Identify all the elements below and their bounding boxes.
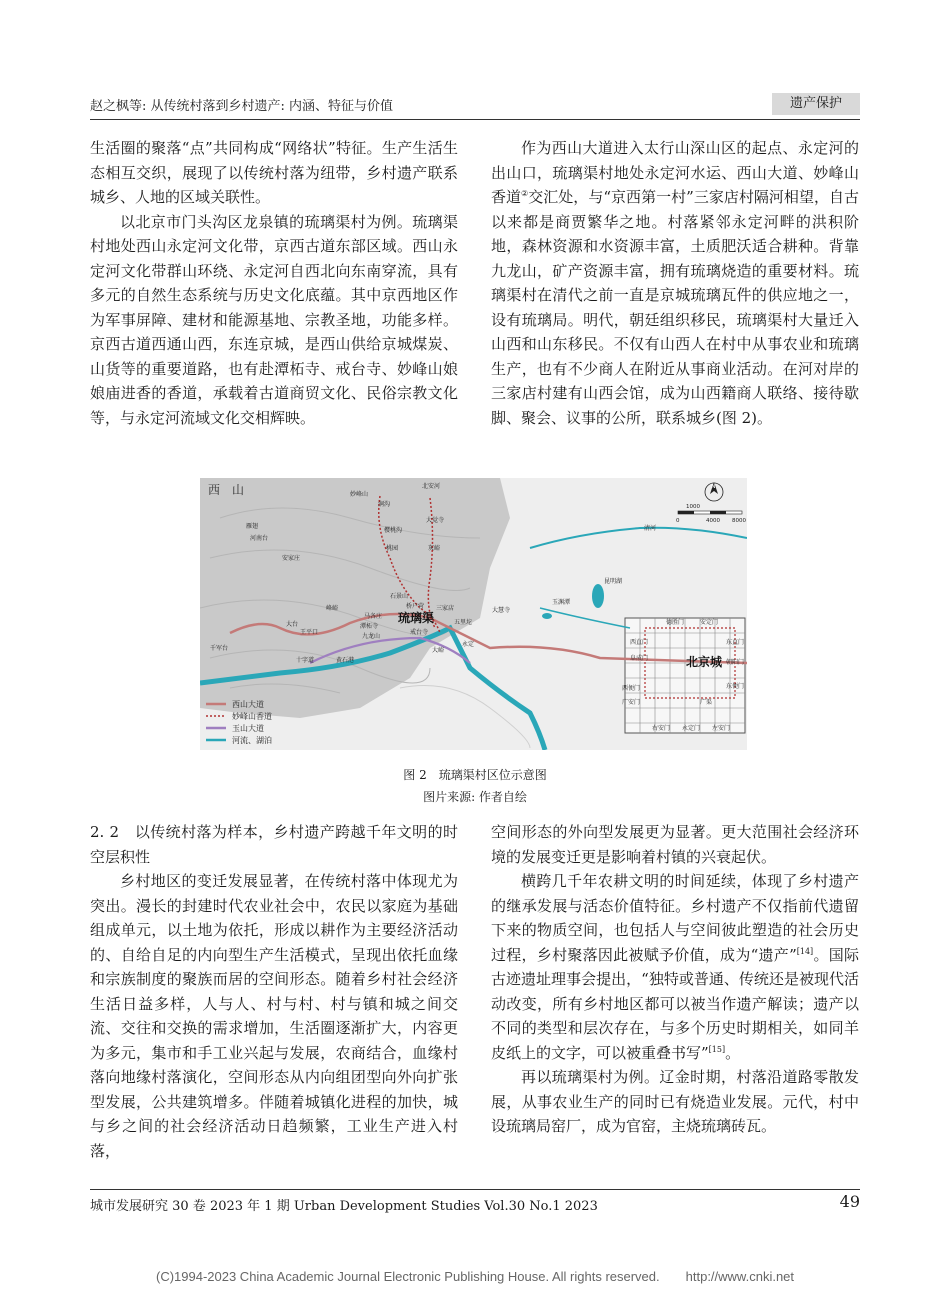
- place-label: 安定门: [700, 619, 719, 626]
- place-label: 东便门: [726, 683, 745, 690]
- text: 。国际古迹遗址理事会提出，“独特或普通、传统还是被现代活动改变，所有乡村地区都可以被当作遗产解读；遗产以不同的类型和层次存在，与多个历史时期相关，如同羊皮纸上的文字，可以被重叠书写”: [491, 945, 859, 1062]
- place-label: 马各庄: [364, 613, 383, 620]
- place-label: 黄石港: [336, 657, 355, 664]
- section-heading: 2. 2 以传统村落为样本，乡村遗产跨越千年文明的时空层积性: [90, 823, 458, 866]
- place-label: 西便门: [622, 685, 641, 692]
- place-label: 千军台: [210, 645, 229, 652]
- paragraph: 生活圈的聚落“点”共同构成“网络状”特征。生产生活生态相互交织，展现了以传统村落为纽带，乡村遗产联系城乡、人地的区域关联性。: [90, 139, 458, 206]
- text: 交汇处，与“京西第一村”三家店村隔河相望，自古以来都是商贾繁华之地。村落紧邻永定河畔的洪积阶地，森林资源和水资源丰富，土质肥沃适合耕种。背靠九龙山，矿产资源丰富，拥有琉璃烧造的重要材料。琉璃渠村在清代之前一直是京城琉璃瓦件的供应地之一，设有琉璃局。明代，朝廷组织移民，琉璃渠村大量迁入山西和山东移民。不仅有山西人在村中从事农业和琉璃生产，也有不少商人在附近从事商业活动。在河对岸的三家店村建有山西会馆，成为山西籍商人联络、接待歇脚、聚会、议事的公所，联系城乡(图 2)。: [491, 188, 860, 427]
- svg-text:0: 0: [676, 518, 680, 524]
- place-label: 大慧寺: [492, 607, 511, 614]
- svg-text:8000: 8000: [732, 518, 746, 524]
- paragraph: [491, 136, 859, 430]
- copyright-notice: (C)1994-2023 China Academic Journal Electronic Publishing House. All rights reserved. http://www.cnki.net: [155, 1269, 795, 1284]
- legend-label: 妙峰山香道: [232, 712, 272, 721]
- place-label: 右安门: [652, 725, 671, 732]
- journal-footer: 城市发展研究 30 卷 2023 年 1 期 Urban Development Studies Vol.30 No.1 2023: [90, 1199, 598, 1214]
- place-label: 十字道: [296, 657, 315, 664]
- top-left-column: [90, 136, 458, 430]
- page-number: 49: [839, 1192, 860, 1211]
- place-label: 阜成门: [630, 655, 649, 662]
- place-label: 河南台: [250, 535, 269, 542]
- place-label: 北安河: [422, 483, 441, 490]
- place-label: 永定门: [682, 725, 701, 732]
- place-label: 大觉寺: [426, 517, 445, 524]
- place-label: 东直门: [726, 639, 745, 646]
- svg-text:N: N: [711, 483, 716, 490]
- place-label: 戒台寺: [410, 629, 429, 636]
- text: 横跨几千年农耕文明的时间延续，体现了乡村遗产的继承发展与活态价值特征。乡村遗产不仅指前代遗留下来的物质空间，也包括人与空间彼此塑造的社会历史过程，乡村聚落因此被赋予价值，成为“遗产”: [491, 872, 859, 964]
- place-label: 桥户营: [406, 603, 425, 610]
- citation: [15]: [708, 1044, 726, 1054]
- place-label: 德胜门: [666, 619, 685, 626]
- place-label: 西直门: [630, 639, 649, 646]
- place-label: 大峪: [432, 647, 445, 654]
- place-label: 王平口: [300, 629, 319, 636]
- paragraph: 再以琉璃渠村为例。辽金时期，村落沿道路零散发展，从事农业生产的同时已有烧造业发展。元代，村中设琉璃局窑厂，成为官窑，主烧琉璃砖瓦。: [491, 1068, 859, 1135]
- place-label: 涧沟: [378, 501, 391, 508]
- place-label: 九龙山: [362, 633, 381, 640]
- footnote-ref: ②: [521, 189, 529, 198]
- place-label: 大台: [286, 621, 299, 628]
- region-label: 西 山: [208, 483, 245, 497]
- top-right-column: [491, 136, 859, 430]
- bottom-left-column: [90, 820, 458, 1163]
- place-label: 玉渊潭: [552, 599, 571, 606]
- figure-caption: 图 2 琉璃渠村区位示意图: [403, 768, 547, 782]
- section-tag: 遗产保护: [772, 93, 860, 115]
- footer-rule: [90, 1189, 860, 1190]
- paragraph: 以北京市门头沟区龙泉镇的琉璃渠村为例。琉璃渠村地处西山永定河文化带，京西古道东部区域。西山永定河文化带群山环绕、永定河自西北向东南穿流，具有多元的自然生态系统与历史文化底蕴。其中京西地区作为军事屏障、建材和能源基地、宗教圣地，功能多样。京西古道西通山西，东连京城，是西山供给京城煤炭、山货等的重要道路，也有赴潭柘寺、戒台寺、妙峰山娘娘庙进香的香道，承载着古道商贸文化、民俗宗教文化等，与永定河流域文化交相辉映。: [90, 212, 458, 427]
- svg-text:4000: 4000: [706, 518, 720, 524]
- place-label: 桃园: [386, 545, 399, 552]
- running-header-left: 赵之枫等: 从传统村落到乡村遗产: 内涵、特征与价值: [90, 99, 394, 114]
- place-label: 潭柘寺: [360, 623, 379, 630]
- citation: [14]: [796, 946, 814, 956]
- place-label: 樱桃沟: [384, 527, 403, 534]
- legend-label: 西山大道: [232, 700, 264, 709]
- place-label: 灰峪: [428, 545, 441, 552]
- location-map: [200, 478, 747, 750]
- legend-label: 玉山大道: [232, 724, 264, 733]
- place-label: 朝阳门: [726, 659, 745, 666]
- paragraph: 空间形态的外向型发展更为显著。更大范围社会经济环境的发展变迁更是影响着村镇的兴衰起伏。: [491, 823, 859, 866]
- header-rule: [90, 119, 860, 120]
- place-label: 广渠: [700, 699, 713, 706]
- figure-source: 图片来源: 作者自绘: [423, 790, 527, 804]
- text: 。: [725, 1043, 741, 1062]
- place-label: 石景山: [390, 593, 409, 600]
- place-label: 雁翅: [246, 523, 259, 530]
- city-label: 北京城: [686, 655, 723, 669]
- legend-label: 河流、湖泊: [232, 736, 272, 745]
- paragraph: 乡村地区的变迁发展显著，在传统村落中体现尤为突出。漫长的封建时代农业社会中，农民以家庭为基础组成单元，以土地为依托，形成以耕作为主要经济活动的、自给自足的内向型生产生活模式，呈现出依托血缘和宗族制度的聚族而居的空间形态。随着乡村社会经济生活日益多样，人与人、村与村、村与镇和城之间交流、交往和交换的需求增加，生活圈逐渐扩大，内容更为多元，集市和手工业兴起与发展，农商结合，血缘村落向地缘村落演化，空间形态从内向组团型向外向扩张型发展，公共建筑增多。伴随着城镇化进程的加快，城与乡之间的社会经济活动日趋频繁，工业生产进入村落，: [90, 872, 458, 1160]
- place-label: 三家店: [436, 605, 455, 612]
- place-label: 清河: [644, 525, 657, 532]
- place-label: 永定: [462, 641, 475, 648]
- village-label: 琉璃渠: [398, 611, 435, 625]
- bottom-right-column: [491, 820, 859, 1139]
- place-label: 广安门: [622, 699, 641, 706]
- place-label: 峰峪: [326, 605, 339, 612]
- place-label: 妙峰山: [350, 491, 369, 498]
- text: 作为西山大道进入太行山深山区的起点、永定河的出山口，琉璃渠村地处永定河水运、西山大道、妙峰山香道: [491, 139, 859, 206]
- place-label: 左安门: [712, 725, 731, 732]
- place-label: 安家庄: [282, 555, 301, 562]
- place-label: 五里坨: [454, 619, 473, 626]
- place-label: 昆明湖: [604, 578, 623, 585]
- svg-text:1000: 1000: [686, 504, 700, 510]
- paragraph: [491, 869, 859, 1065]
